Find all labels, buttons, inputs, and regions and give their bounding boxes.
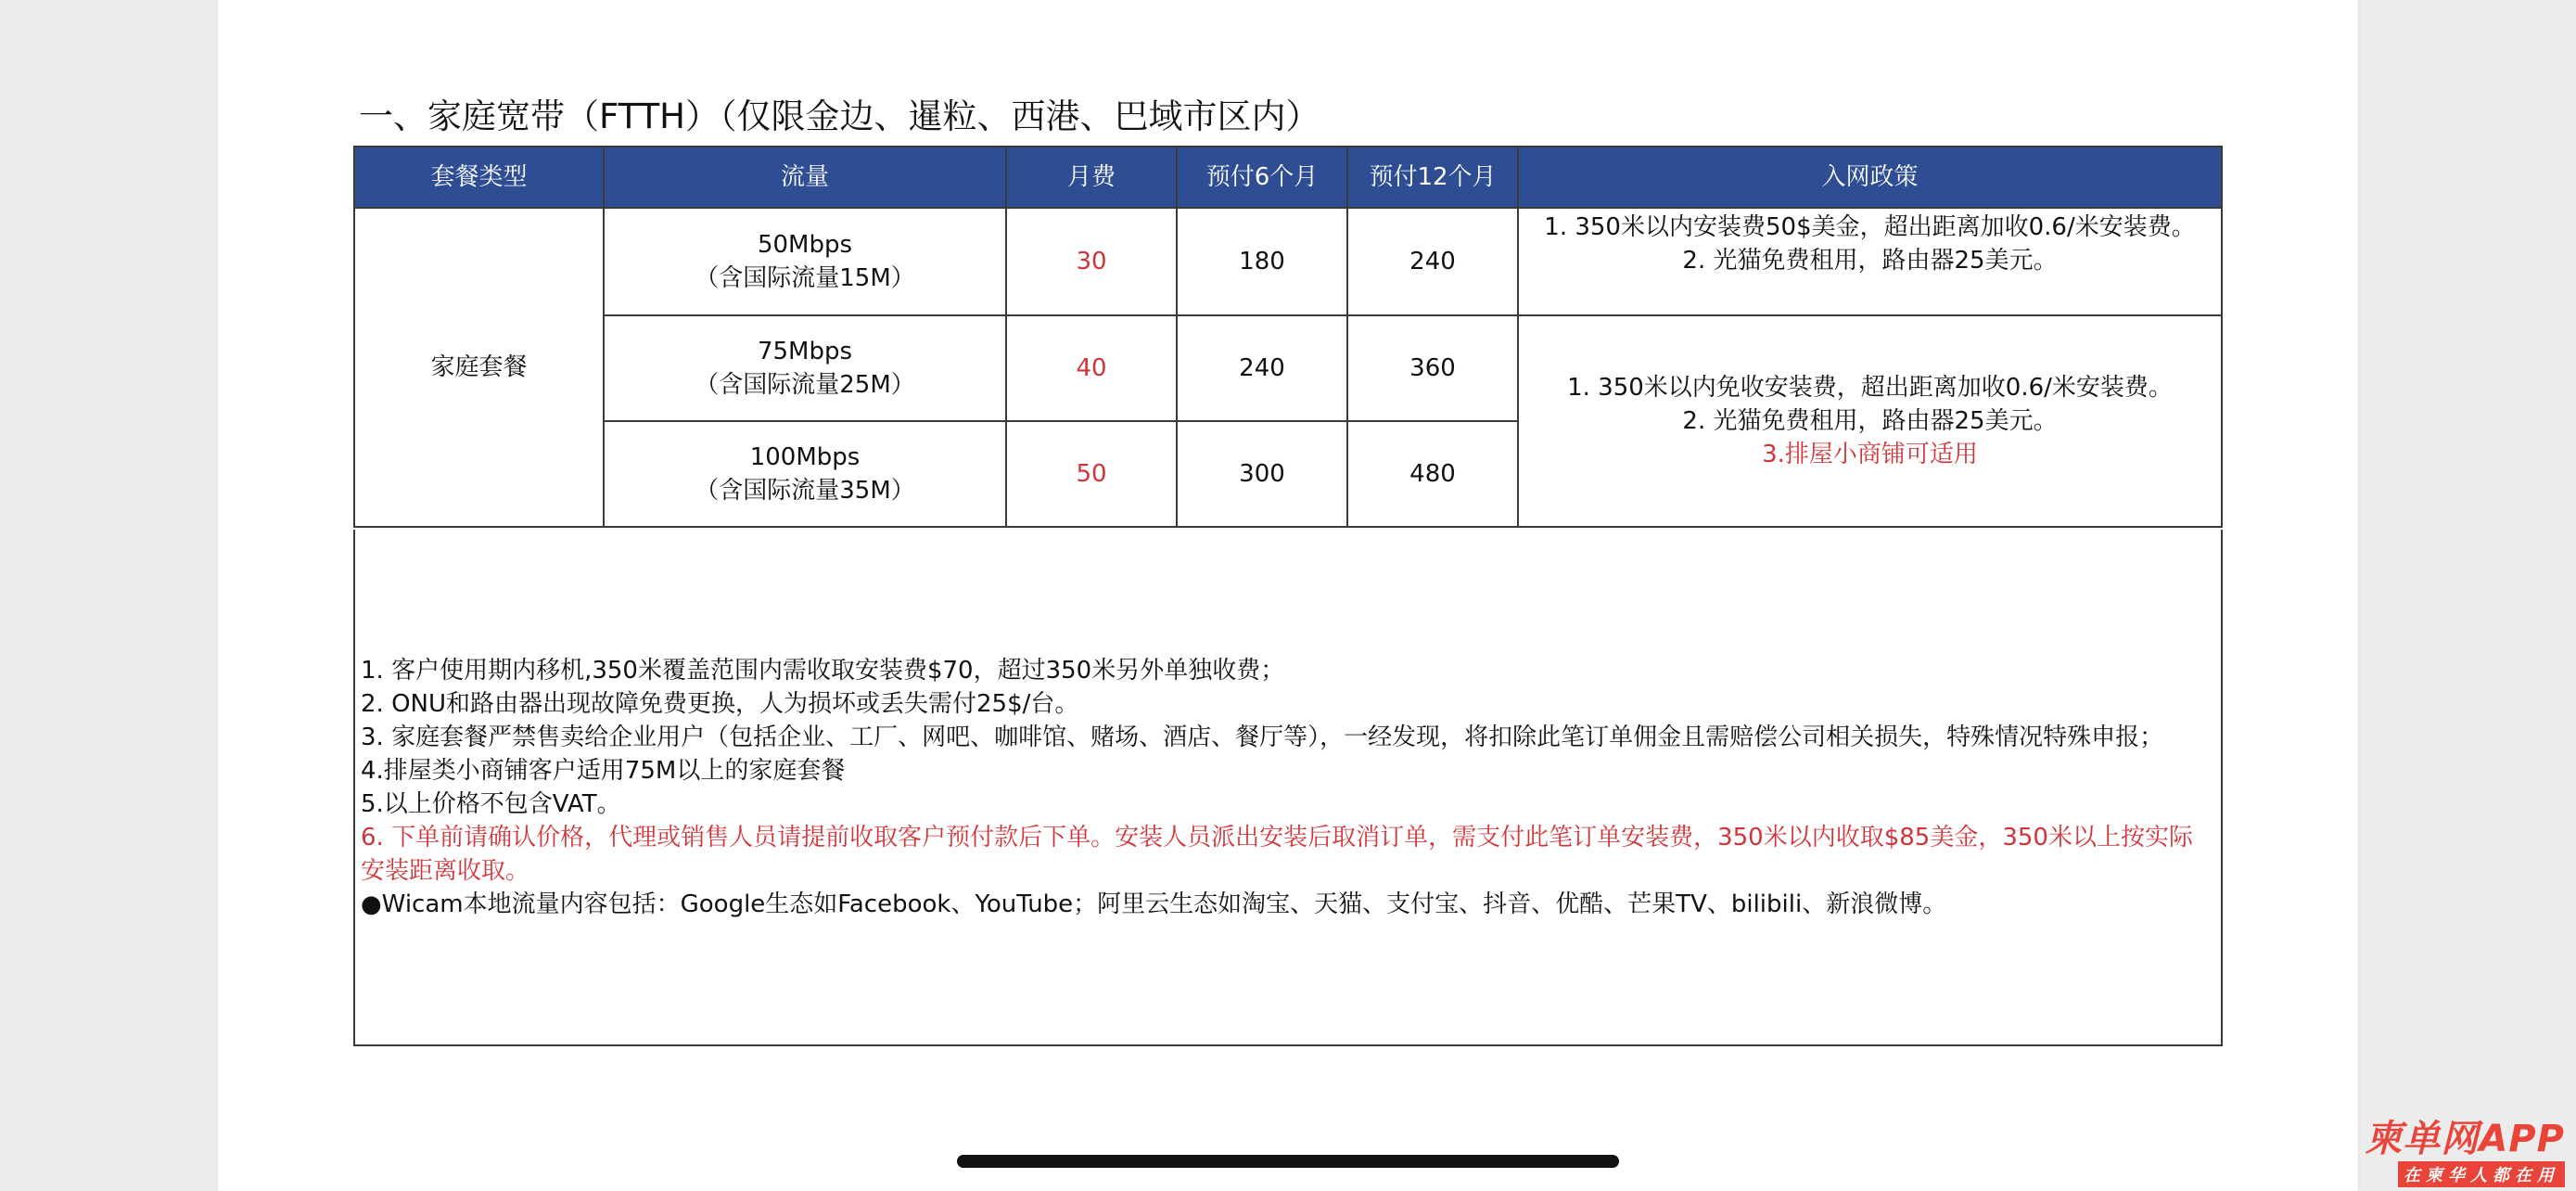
policy-line: 2. 光猫免费租用，路由器25美元。 <box>1682 247 2058 275</box>
table-row <box>354 208 2222 315</box>
watermark-tagline: 在柬华人都在用 <box>2398 1161 2565 1187</box>
speed-value: 75Mbps <box>757 338 853 365</box>
note-item: 4.排屋类小商铺客户适用75M以上的家庭套餐 <box>361 757 846 785</box>
header-policy: 入网政策 <box>1518 147 2222 208</box>
policy-line: 2. 光猫免费租用，路由器25美元。 <box>1682 407 2058 435</box>
home-indicator[interactable] <box>957 1155 1619 1168</box>
policy-cell-2 <box>1518 315 2222 527</box>
intl-traffic: （含国际流量25M） <box>695 371 915 399</box>
watermark-brand: 柬单网APP <box>2365 1118 2565 1160</box>
header-plan-type: 套餐类型 <box>354 147 604 208</box>
prepay-6-months: 300 <box>1177 421 1347 527</box>
section-title: 一、家庭宽带（FTTH）（仅限金边、暹粒、西港、巴域市区内） <box>359 96 1320 136</box>
speed-value: 100Mbps <box>749 443 861 471</box>
policy-line: 1. 350米以内免收安装费，超出距离加收0.6/米安装费。 <box>1567 374 2173 402</box>
prepay-12-months: 240 <box>1347 208 1518 315</box>
speed-value: 50Mbps <box>757 231 853 259</box>
notes-list <box>361 654 2213 921</box>
note-item: 5.以上价格不包含VAT。 <box>361 790 621 818</box>
note-item: 2. ONU和路由器出现故障免费更换，人为损坏或丢失需付25$/台。 <box>361 690 1079 718</box>
header-bandwidth: 流量 <box>604 147 1006 208</box>
monthly-fee: 30 <box>1006 208 1177 315</box>
policy-cell-1 <box>1518 208 2222 315</box>
plans-table <box>353 146 2223 528</box>
note-item-local-content: ●Wicam本地流量内容包括：Google生态如Facebook、YouTube；阿里云生态如淘宝、天猫、支付宝、抖音、优酷、芒果TV、bilibili、新浪微博。 <box>361 890 1947 918</box>
bandwidth-cell <box>604 315 1006 421</box>
header-monthly: 月费 <box>1006 147 1177 208</box>
header-prepay-12: 预付12个月 <box>1347 147 1518 208</box>
policy-line: 1. 350米以内安装费50$美金，超出距离加收0.6/米安装费。 <box>1544 213 2196 241</box>
bandwidth-cell <box>604 208 1006 315</box>
prepay-6-months: 180 <box>1177 208 1347 315</box>
policy-line-highlight: 3.排屋小商铺可适用 <box>1762 441 1978 468</box>
table-header-row <box>354 147 2222 208</box>
table-row <box>354 315 2222 421</box>
note-item: 1. 客户使用期内移机,350米覆盖范围内需收取安装费$70，超过350米另外单独收费； <box>361 657 1285 685</box>
notes-box <box>353 530 2223 1046</box>
monthly-fee: 50 <box>1006 421 1177 527</box>
plan-group-label: 家庭套餐 <box>354 208 604 527</box>
monthly-fee: 40 <box>1006 315 1177 421</box>
prepay-12-months: 360 <box>1347 315 1518 421</box>
intl-traffic: （含国际流量15M） <box>695 264 915 292</box>
intl-traffic: （含国际流量35M） <box>695 477 915 505</box>
prepay-6-months: 240 <box>1177 315 1347 421</box>
watermark-logo <box>2337 1109 2569 1185</box>
prepay-12-months: 480 <box>1347 421 1518 527</box>
note-item: 3. 家庭套餐严禁售卖给企业用户（包括企业、工厂、网吧、咖啡馆、赌场、酒店、餐厅等），一经发现，将扣除此笔订单佣金且需赔偿公司相关损失，特殊情况特殊申报； <box>361 724 2164 751</box>
bandwidth-cell <box>604 421 1006 527</box>
header-prepay-6: 预付6个月 <box>1177 147 1347 208</box>
note-item-warning: 6. 下单前请确认价格，代理或销售人员请提前收取客户预付款后下单。安装人员派出安装后取消订单，需支付此笔订单安装费，350米以内收取$85美金，350米以上按实际安装距离收取。 <box>361 824 2193 885</box>
